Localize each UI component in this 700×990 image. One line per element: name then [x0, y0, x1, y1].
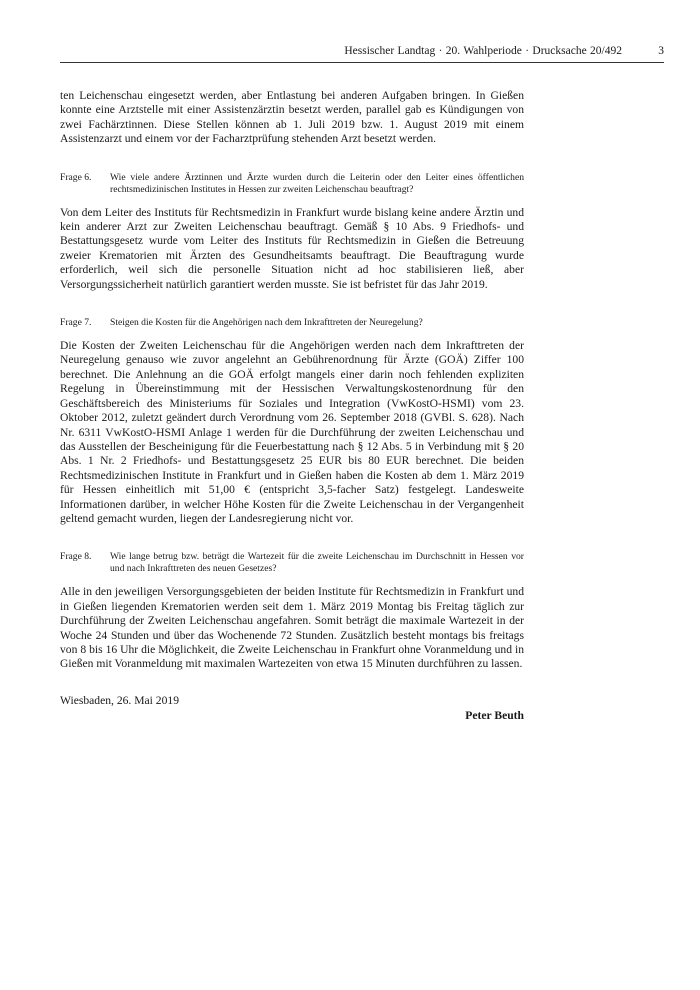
question-8: [60, 551, 524, 575]
page-number: 3: [658, 45, 664, 57]
intro-paragraph: ten Leichenschau eingesetzt werden, aber Entlastung bei anderen Aufgaben bringen. In Gießen konnte eine Arztstelle mit einer Assistenzärztin besetzt werden, parallel gab es Kündigungen von zwei Fachärztinnen. Diese Stellen können ab 1. Juli 2019 bzw. 1. August 2019 mit einem Assistenzarzt und einem vor der Facharztprüfung stehenden Arzt besetzt werden.: [60, 89, 524, 146]
question-text: Wie lange betrug bzw. beträgt die Wartezeit für die zweite Leichenschau im Durchschnitt in Hessen vor und nach Inkrafttreten des neuen Gesetzes?: [110, 551, 524, 575]
signatory-name: Peter Beuth: [465, 708, 524, 722]
answer-6: Von dem Leiter des Instituts für Rechtsmedizin in Frankfurt wurde bislang keine andere Ärztin und kein anderer Arzt zur Zweiten Leichenschau beauftragt. Gemäß § 10 Abs. 9 Friedhofs- und Bestattungsgesetz wurde vom Leiter des Instituts für Rechtsmedizin in Gießen die Betreuung zweier Krematorien mit Ärzten des Gesundheitsamts beauftragt. Die Beauftragung wurde erforderlich, weil sich die personelle Situation nicht ad hoc stabilisieren ließ, aber Versorgungssicherheit natürlich garantiert werden musste. Sie ist befristet für das Jahr 2019.: [60, 205, 524, 291]
question-number: Frage 8.: [60, 551, 92, 563]
question-number: Frage 7.: [60, 317, 92, 329]
closing-block: [60, 694, 524, 724]
answer-8: Alle in den jeweiligen Versorgungsgebieten der beiden Institute für Rechtsmedizin in Frankfurt und in Gießen liegenden Krematorien werden seit dem 1. März 2019 Montag bis Freitag täglich zur Durchführung der Zweiten Leichenschau angefahren. Somit beträgt die maximale Wartezeit in der Woche 24 Stunden und über das Wochenende 72 Stunden. Zusätzlich besteht montags bis freitags von 8 bis 16 Uhr die Möglichkeit, die Zweite Leichenschau in Frankfurt ohne Voranmeldung und in Gießen mit Voranmeldung mit maximalen Wartezeiten von etwa 15 Minuten durchführen zu lassen.: [60, 585, 524, 671]
header-title: Hessischer Landtag · 20. Wahlperiode · Drucksache 20/492: [344, 45, 622, 57]
question-7: [60, 317, 524, 329]
question-text: Wie viele andere Ärztinnen und Ärzte wurden durch die Leiterin oder den Leiter eines öffentlichen rechtsmedizinischen Institutes in Hessen zur zweiten Leichenschau beauftragt?: [110, 171, 524, 195]
question-number: Frage 6.: [60, 171, 92, 183]
answer-7: Die Kosten der Zweiten Leichenschau für die Angehörigen werden nach dem Inkrafttreten der Neuregelung genauso wie zuvor angelehnt an Gebührenordnung für Ärzte (GOÄ) Ziffer 100 berechnet. Die Anlehnung an die GOÄ erfolgt mangels einer darin noch fehlenden expliziten Regelung in Übereinstimmung mit der Hessischen Verwaltungskostenordnung für den Geschäftsbereich des Ministeriums für Soziales und Integration (VwKostO-HSMI) vom 23. Oktober 2012, zuletzt geändert durch Verordnung vom 26. September 2018 (GVBl. S. 628). Nach Nr. 6311 VwKostO-HSMI Anlage 1 werden für die Durchführung der zweiten Leichenschau und das Ausstellen der Bescheinigung für die Feuerbestattung nach § 12 Abs. 5 in Verbindung mit § 20 Abs. 1 Nr. 2 Friedhofs- und Bestattungsgesetz 25 EUR bis 80 EUR berechnet. Die beiden Rechtsmedizinischen Institute in Frankfurt und in Gießen haben die Kosten ab dem 1. März 2019 für Hessen einheitlich mit 51,00 € (entspricht 3,5-facher Satz) festgelegt. Landesweite Informationen darüber, in welcher Höhe Kosten für die Zweite Leichenschau in der Vergangenheit geltend gemacht wurden, liegen der Landesregierung nicht vor.: [60, 339, 524, 525]
document-body: [60, 89, 524, 724]
question-6: [60, 172, 524, 196]
place-date: Wiesbaden, 26. Mai 2019: [60, 693, 179, 707]
header-divider: [60, 62, 664, 63]
question-text: Steigen die Kosten für die Angehörigen nach dem Inkrafttreten der Neuregelung?: [110, 317, 423, 329]
